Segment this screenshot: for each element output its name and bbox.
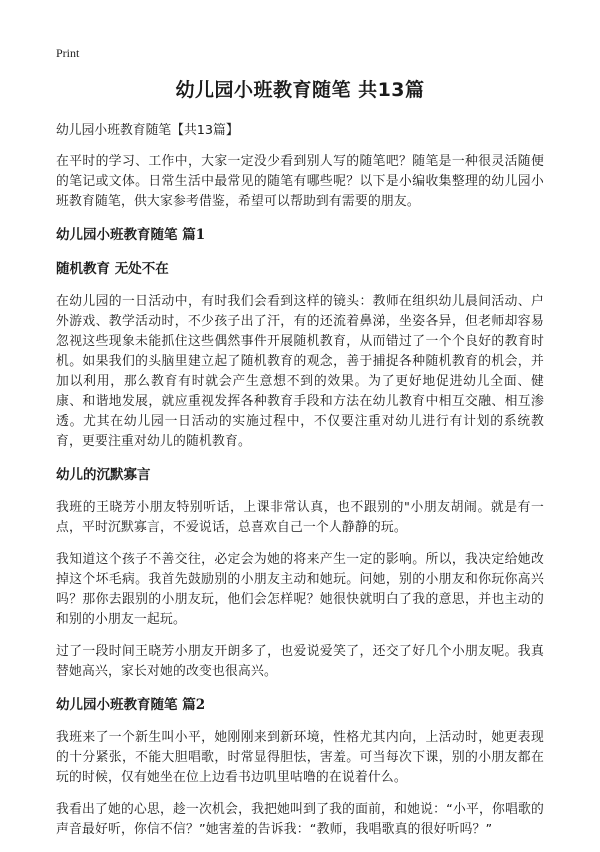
section-1-part-1-heading: 随机教育 无处不在 (56, 261, 169, 277)
document-subtitle: 幼儿园小班教育随笔【共13篇】 (56, 123, 239, 138)
section-2-heading: 幼儿园小班教育随笔 篇2 (56, 697, 206, 713)
section-1-part-2-heading: 幼儿的沉默寡言 (56, 467, 151, 483)
section-1-part-1-paragraph: 在幼儿园的一日活动中，有时我们会看到这样的镜头：教师在组织幼儿晨间活动、户外游戏、教学活动时，不少孩子出了汗，有的还流着鼻涕，坐姿各异，但老师却容易忽视这些现象未能抓住这些偶然事件开展随机教育，从而错过了一个个良好的教育时机。如果我们的头脑里建立起了随机教育的观念，善于捕捉各种随机教育的机会，并加以利用，那么教育有时就会产生意想不到的效果。为了更好地促进幼儿全面、健康、和谐地发展，就应重视发挥各种教育手段和方法在幼儿教育中相互交融、相互渗透。尤其在幼儿园一日活动的实施过程中，不仅要注重对幼儿进行有计划的系统教育，更要注重对幼儿的随机教育。 (56, 294, 544, 449)
document-body (56, 76, 544, 852)
section-2-paragraph: 我看出了她的心思，趁一次机会，我把她叫到了我的面前，和她说：“小平，你唱歌的声音最好听，你信不信？”她害羞的告诉我：“教师，我唱歌真的很好听吗？” (56, 802, 544, 837)
section-2-paragraph: 我班来了一个新生叫小平，她刚刚来到新环境，性格尤其内向，上活动时，她更表现的十分紧张，不能大胆唱歌，时常显得胆怯，害羞。可当每次下课，别的小朋友都在玩的时候，仅有她坐在位上边看书边叽里咕噜的在说着什么。 (56, 730, 544, 785)
page-title: 幼儿园小班教育随笔 共13篇 (175, 79, 425, 101)
section-1-part-2-paragraph: 我知道这个孩子不善交往，必定会为她的将来产生一定的影响。所以，我决定给她改掉这个坏毛病。我首先鼓励别的小朋友主动和她玩。问她，别的小朋友和你玩你高兴吗？那你去跟别的小朋友玩，他们会怎样呢？她很快就明白了我的意思，并也主动的和别的小朋友一起玩。 (56, 552, 544, 627)
intro-paragraph: 在平时的学习、工作中，大家一定没少看到别人写的随笔吧？随笔是一种很灵活随便的笔记或文体。日常生活中最常见的随笔有哪些呢？以下是小编收集整理的幼儿园小班教育随笔，供大家参考借鉴，希望可以帮助到有需要的朋友。 (56, 154, 544, 209)
section-1-part-2-paragraph: 我班的王晓芳小朋友特别听话，上课非常认真，也不跟别的"小朋友胡闹。就是有一点，平时沉默寡言，不爱说话，总喜欢自己一个人静静的玩。 (56, 500, 544, 535)
section-1-heading: 幼儿园小班教育随笔 篇1 (56, 227, 206, 243)
print-link[interactable]: Print (56, 46, 80, 60)
section-1-part-2-paragraph: 过了一段时间王晓芳小朋友开朗多了，也爱说爱笑了，还交了好几个小朋友呢。我真替她高兴，家长对她的改变也很高兴。 (56, 644, 544, 679)
